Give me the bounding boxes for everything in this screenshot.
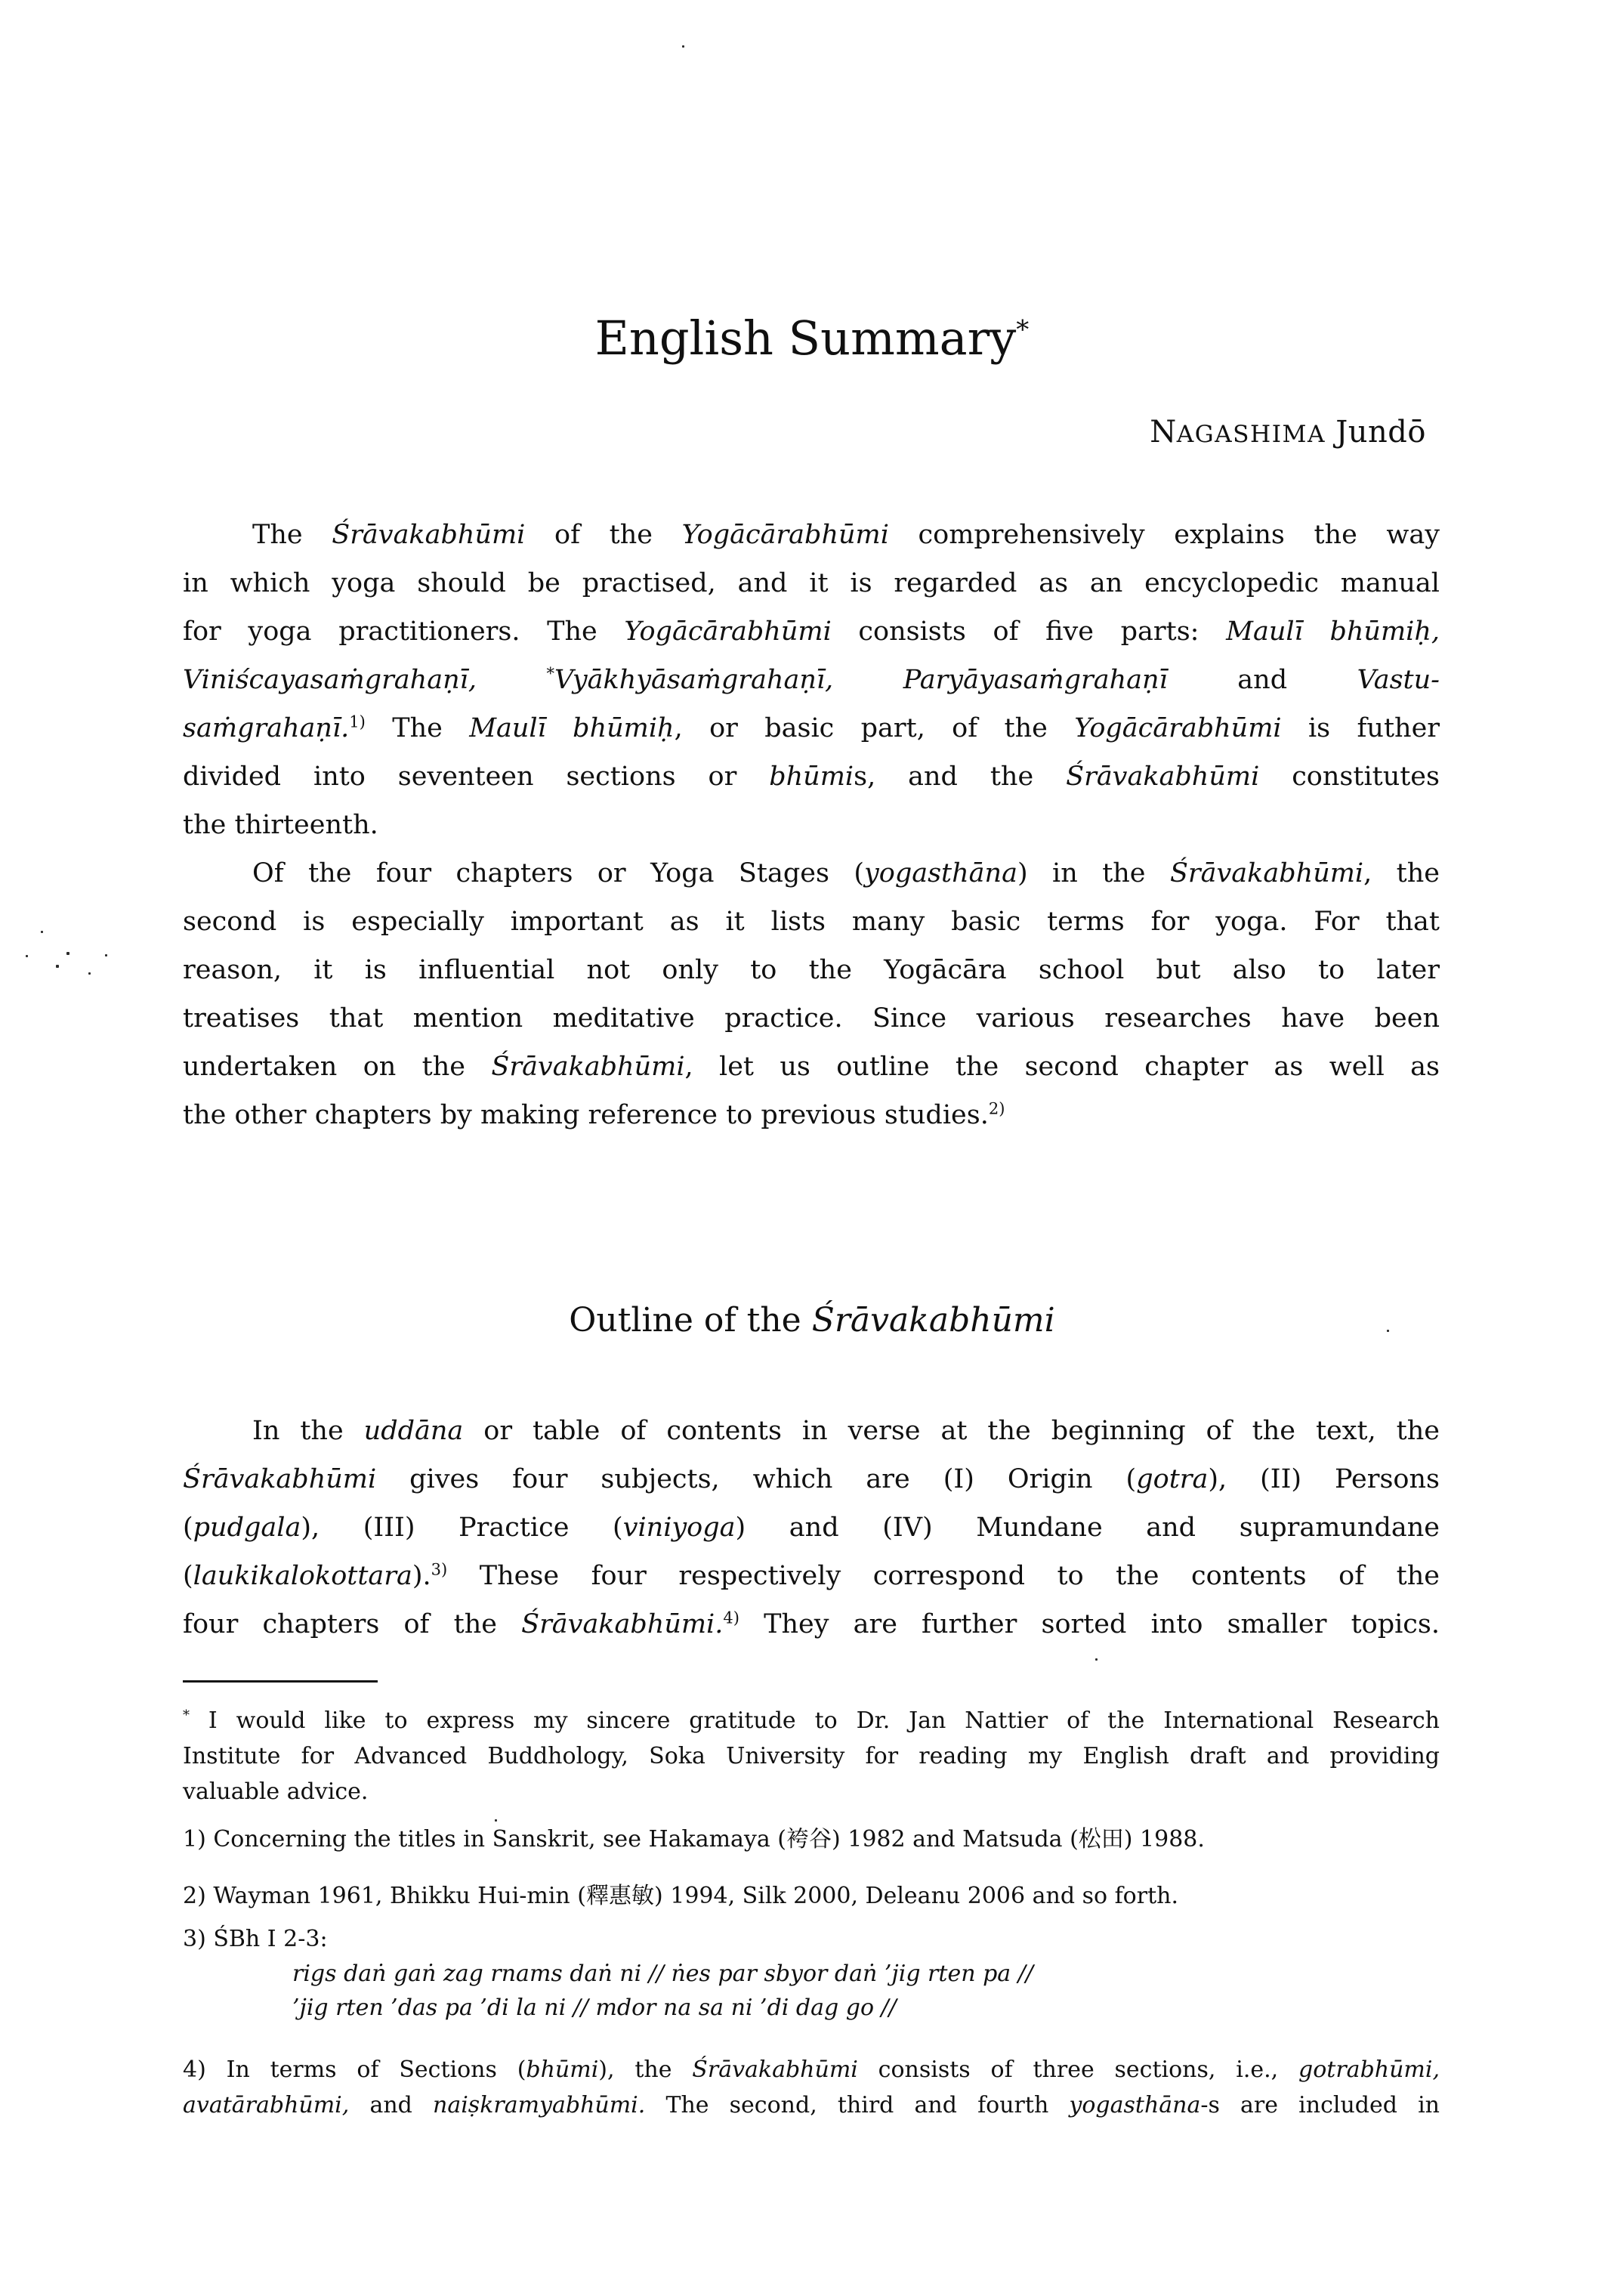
text-segment: divided into seventeen sections or (183, 762, 770, 792)
text-segment: N (1150, 415, 1177, 450)
text-segment: ( (183, 1513, 193, 1543)
text-segment: Śrāvakabhūmi (332, 520, 526, 550)
text-segment: English Summary (594, 311, 1017, 366)
text-segment: pudgala (193, 1513, 301, 1543)
text-segment: ), (III) Practice ( (301, 1513, 623, 1543)
text-segment: Institute for Advanced Buddhology, Soka University for reading my English draft and providing (183, 1743, 1440, 1769)
text-segment: , or basic part, of the (674, 713, 1075, 743)
scan-speck (26, 955, 28, 957)
text-segment: Of the four chapters or Yoga Stages ( (252, 858, 864, 888)
paragraph (183, 1407, 1440, 1649)
text-line (183, 1600, 1440, 1649)
outline-section-text (183, 1407, 1440, 1649)
paragraph (183, 511, 1440, 849)
text-segment: ), the (598, 2057, 693, 2083)
text-segment: naiṣkramyabhūmi. (433, 2092, 646, 2118)
scan-speck (41, 931, 43, 933)
text-segment: Śrāvakabhūmi (811, 1301, 1055, 1340)
footnote (183, 2052, 1440, 2123)
text-segment: ), (II) Persons (1208, 1464, 1440, 1494)
text-line (183, 2052, 1440, 2087)
text-segment: and (1167, 665, 1357, 695)
text-line (183, 511, 1440, 559)
text-segment: Paryāyasaṁgrahaṇī (903, 665, 1168, 695)
text-segment: Śrāvakabhūmi. (521, 1609, 724, 1639)
text-line (183, 656, 1440, 704)
text-segment: bhūmi (769, 762, 854, 792)
text-segment: Maulī bhūmiḥ (469, 713, 675, 743)
text-segment: constitutes (1259, 762, 1440, 792)
text-segment: Śrāvakabhūmi (1169, 858, 1364, 888)
text-line (183, 1455, 1440, 1503)
paragraph (183, 849, 1440, 1139)
text-segment: gotra (1136, 1464, 1209, 1494)
text-line (183, 1703, 1440, 1738)
text-segment: In the (252, 1416, 364, 1446)
text-line (183, 752, 1440, 801)
text-segment: I would like to express my sincere gratitude to Dr. Jan Nattier of the International Research (190, 1707, 1440, 1734)
text-line (183, 994, 1440, 1043)
superscript-ref: 4) (723, 1608, 739, 1627)
section-heading (0, 1301, 1624, 1341)
text-segment: The (365, 713, 470, 743)
text-line (183, 1921, 1440, 1957)
scan-speck (495, 1819, 497, 1822)
text-segment: bhūmi (526, 2057, 599, 2083)
text-line (183, 704, 1440, 752)
text-segment: The second, third and fourth (645, 2092, 1070, 2118)
text-segment: Yogācārabhūmi (1074, 713, 1282, 743)
text-line (183, 801, 1440, 849)
tibetan-verse-line (292, 1991, 1440, 2025)
text-segment: 1) Concerning the titles in Sanskrit, see Hakamaya (袴谷) 1982 and Matsuda (松田) 1988. (183, 1826, 1205, 1853)
superscript-ref: 2) (988, 1099, 1005, 1118)
text-segment: Yogācārabhūmi (681, 520, 889, 550)
superscript-ref: 1) (349, 712, 366, 731)
scan-speck (1095, 1658, 1098, 1661)
text-segment: consists of five parts: (831, 616, 1227, 647)
text-line (183, 849, 1440, 898)
text-segment: Vastu- (1357, 665, 1440, 695)
scan-speck (682, 45, 684, 48)
text-line (183, 1043, 1440, 1091)
text-segment: Jundō (1326, 415, 1426, 450)
text-segment: valuable advice. (183, 1778, 369, 1805)
scan-speck (88, 972, 91, 975)
text-segment: consists of three sections, i.e., (857, 2057, 1299, 2083)
text-segment: 2) Wayman 1961, Bhikku Hui-min (釋惠敏) 1994, Silk 2000, Deleanu 2006 and so forth. (183, 1883, 1178, 1909)
text-segment: reason, it is influential not only to the Yogācāra school but also to later (183, 955, 1440, 985)
text-segment: gotrabhūmi, (1298, 2057, 1440, 2083)
text-segment: The (252, 520, 332, 550)
introduction-text (183, 511, 1440, 1139)
footnote (183, 1703, 1440, 1809)
superscript-ref: * (1016, 314, 1030, 345)
text-segment: in which yoga should be practised, and it is regarded as an encyclopedic manual (183, 568, 1440, 598)
footnote-separator-rule (183, 1680, 378, 1683)
scan-speck (1387, 1330, 1389, 1332)
text-segment (477, 665, 547, 695)
text-segment: yogasthāna (1069, 2092, 1201, 2118)
text-segment: Vyākhyāsaṁgrahaṇī, (554, 665, 834, 695)
text-segment: ). (412, 1561, 431, 1591)
text-line (183, 1738, 1440, 1774)
text-line (183, 1822, 1440, 1857)
scan-speck (66, 952, 69, 955)
text-segment (833, 665, 903, 695)
text-segment: uddāna (363, 1416, 464, 1446)
text-segment: ( (183, 1561, 193, 1591)
text-segment: ’jig rten ’das pa ’di la ni // mdor na sa ni ’di dag go // (292, 1995, 897, 2021)
text-line (183, 1407, 1440, 1455)
text-segment: the other chapters by making reference to previous studies. (183, 1100, 989, 1130)
text-segment: Śrāvakabhūmi (1066, 762, 1260, 792)
text-segment: rigs daṅ gaṅ zag rnams daṅ ni // ṅes par sbyor daṅ ’jig rten pa // (292, 1961, 1033, 1987)
text-line (183, 607, 1440, 656)
text-segment: Śrāvakabhūmi (491, 1052, 685, 1082)
text-segment: 4) In terms of Sections ( (183, 2057, 526, 2083)
footnote (183, 1878, 1440, 1914)
text-line (183, 1774, 1440, 1809)
text-segment: saṁgrahaṇī. (183, 713, 350, 743)
text-segment: yogasthāna (863, 858, 1017, 888)
text-line (183, 1552, 1440, 1600)
text-segment: viniyoga (622, 1513, 736, 1543)
text-segment: AGASHIMA (1176, 421, 1326, 448)
text-line (183, 2087, 1440, 2123)
superscript-ref: 3) (431, 1560, 448, 1579)
text-segment: They are further sorted into smaller topics. (739, 1609, 1440, 1639)
paper-title (0, 311, 1624, 365)
footnote (183, 1921, 1440, 2025)
text-segment: 3) ŚBh I 2-3: (183, 1926, 328, 1952)
text-segment: undertaken on the (183, 1052, 492, 1082)
text-segment: Śrāvakabhūmi (183, 1464, 377, 1494)
text-segment: four chapters of the (183, 1609, 522, 1639)
footnote (183, 1822, 1440, 1857)
text-line (183, 1878, 1440, 1914)
text-segment: ) and (IV) Mundane and supramundane (735, 1513, 1440, 1543)
text-segment: Śrāvakabhūmi (692, 2057, 858, 2083)
text-line (183, 1503, 1440, 1552)
scan-speck (105, 954, 107, 956)
text-segment: for yoga practitioners. The (183, 616, 625, 647)
text-segment: Maulī bhūmiḥ, (1226, 616, 1440, 647)
text-segment: treatises that mention meditative practice. Since various researches have been (183, 1003, 1440, 1034)
text-segment: second is especially important as it lists many basic terms for yoga. For that (183, 907, 1440, 937)
text-segment: Yogācārabhūmi (624, 616, 832, 647)
text-segment: s, and the (854, 762, 1067, 792)
scan-speck (56, 965, 59, 968)
text-line (183, 946, 1440, 994)
text-line (183, 1091, 1440, 1139)
text-segment: is futher (1281, 713, 1440, 743)
footnotes-block (183, 1703, 1440, 2123)
superscript-ref: * (183, 1707, 190, 1723)
text-segment: comprehensively explains the way (888, 520, 1440, 550)
text-segment: the thirteenth. (183, 810, 378, 840)
text-segment: avatārabhūmi, (183, 2092, 350, 2118)
tibetan-verse-line (292, 1957, 1440, 1991)
text-segment: of the (525, 520, 682, 550)
text-segment: , let us outline the second chapter as well as (684, 1052, 1440, 1082)
text-segment: or table of contents in verse at the beginning of the text, the (463, 1416, 1440, 1446)
text-segment: Viniścayasaṁgrahaṇī, (183, 665, 477, 695)
text-segment: gives four subjects, which are (I) Origin ( (376, 1464, 1137, 1494)
text-segment: These four respectively correspond to the contents of the (447, 1561, 1440, 1591)
superscript-ref: * (546, 664, 554, 683)
author-name (1150, 416, 1426, 449)
text-line (183, 559, 1440, 607)
text-segment: -s are included in (1200, 2092, 1440, 2118)
text-segment: ) in the (1017, 858, 1170, 888)
text-segment: Outline of the (569, 1301, 812, 1340)
text-line (183, 898, 1440, 946)
text-segment: and (349, 2092, 433, 2118)
text-segment: laukikalokottara (193, 1561, 412, 1591)
text-segment: , the (1363, 858, 1440, 888)
